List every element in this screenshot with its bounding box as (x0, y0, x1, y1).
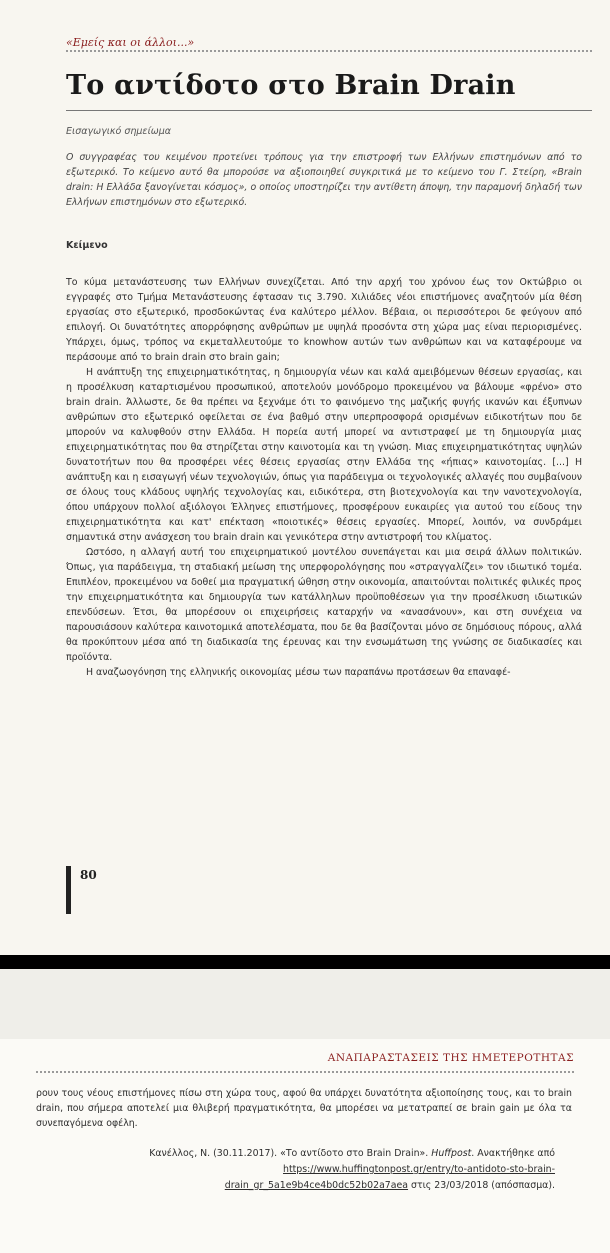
intro-heading: Εισαγωγικό σημείωμα (66, 126, 172, 137)
paragraph: Η ανάπτυξη της επιχειρηματικότητας, η δημιουργία νέων και καλά αμειβόμενων θέσεων εργασίας, και η προσέλκυση καταρτισμένου προσωπικού, αποτελούν μονόδρομο προκειμένου να βάλουμε «φρένο» στο brain drain. Άλλωστε, δε θα πρέπει να ξεχνάμε ότι το φαινόμενο της μαζικής φυγής ικανών και έξυπνων ανθρώπων στο εξωτερικό οφείλεται σε ένα βαθμό στην υπερπροσφορά ορισμένων ειδικοτήτων που δε μπορούν να καλυφθούν στην Ελλάδα. Η πορεία αυτή μπορεί να αντιστραφεί με τη δημιουργία μιας επιχειρηματικότητας που θα στηρίζεται στην καινοτομία και τη γνώση. Μιας επιχειρηματικότητας υψηλών δυνατοτήτων που θα προσφέρει νέες θέσεις εργασίας στην Ελλάδα της «ήπιας» καινοτομίας. [...] Η ανάπτυξη και η εισαγωγή νέων τεχνολογιών, όπως για παράδειγμα οι τεχνολογικές αλλαγές που συμβαίνουν σε όλους τους κλάδους υψηλής τεχνολογίας και, ειδικότερα, στη βιοτεχνολογία και την νανοτεχνολογία, όπου υπάρχουν πολλοί αξιόλογοι Έλληνες επιστήμονες, προσφέρουν ευκαιρίες για αυτού του είδους την επιχειρηματικότητα και κατ' επέκταση «ποιοτικές» θέσεις εργασίες. Μπορεί, λοιπόν, να συνδράμει σημαντικά στην ανάσχεση του brain drain και γενικότερα στην αντιστροφή του κλίματος. (66, 367, 582, 543)
dotted-rule (36, 1071, 574, 1073)
intro-text: Ο συγγραφέας του κειμένου προτείνει τρόπους για την επιστροφή των Ελλήνων επιστημόνων από το εξωτερικό. Το κείμενο αυτό θα μπορούσε να αξιοποιηθεί συγκριτικά με το κείμενο του Γ. Στείρη, «Brain drain: Η Ελλάδα ξανογίνεται κόσμος», ο οποίος υποστηρίζει την αντίθετη άποψη, την παραμονή δηλαδή των Ελλήνων επιστημόνων στο εξωτερικό. (66, 152, 582, 208)
citation-link[interactable]: https://www.huffingtonpost.gr/entry/to-antidoto-sto-brain-drain_gr_5a1e9b4ce4b0dc52b02a7aea (224, 1164, 555, 1191)
citation-retrieved: . Ανακτήθηκε από (471, 1148, 555, 1159)
running-head: ΑΝΑΠΑΡΑΣΤΑΣΕΙΣ ΤΗΣ ΗΜΕΤΕΡΟΤΗΤΑΣ (327, 1052, 574, 1064)
citation-source: Huffpost (431, 1148, 472, 1159)
page-number-bar (66, 866, 71, 914)
page-separator (0, 955, 610, 969)
page-gap (0, 969, 610, 1039)
page-title: Το αντίδοτο στο Brain Drain (66, 70, 516, 101)
section-label: «Εμείς και οι άλλοι...» (66, 36, 195, 49)
text-heading: Κείμενο (66, 240, 108, 251)
body-text (66, 275, 582, 680)
citation (100, 1146, 555, 1194)
page-number: 80 (80, 868, 97, 882)
paragraph: Ωστόσο, η αλλαγή αυτή του επιχειρηματικού μοντέλου συνεπάγεται και μια σειρά άλλων πολιτικών. Όπως, για παράδειγμα, τη σταδιακή μείωση της υπερφορολόγησης που «στραγγαλίζει» τον ιδιωτικό τομέα. Επιπλέον, προκειμένου να δοθεί μια πραγματική ώθηση στην οικονομία, απαιτούνται πολιτικές φιλικές προς την επιχειρηματικότητα και δημιουργία των κατάλληλων προϋποθέσεων για την προσέλκυση ιδιωτικών επενδύσεων. Έτσι, θα μπορέσουν οι επιχειρήσεις καταρχήν να «ανασάνουν», και στη συνέχεια να παρουσιάσουν καλύτερα καινοτομικά αποτελέσματα, που δε θα βασίζονται μόνο σε δημόσιους πόρους, αλλά θα προκύπτουν μέσα από τη διαδικασία της έρευνας και την ενσωμάτωση της γνώσης σε διαδικασίες και προϊόντα. (66, 547, 582, 663)
citation-date: στις 23/03/2018 (απόσπασμα). (411, 1180, 555, 1191)
continued-text: ρουν τους νέους επιστήμονες πίσω στη χώρα τους, αφού θα υπάρχει δυνατότητα αξιοποίησης τους, και το brain drain, που σήμερα αποτελεί μια θλιβερή πραγματικότητα, θα μπορέσει να μετατραπεί σε brain gain με όλα τα συνεπαγόμενα οφέλη. (36, 1088, 572, 1129)
citation-prefix: Κανέλλος, Ν. (30.11.2017). «Το αντίδοτο στο Brain Drain». (149, 1148, 429, 1159)
title-divider (66, 110, 592, 111)
paragraph: Το κύμα μετανάστευσης των Ελλήνων συνεχίζεται. Από την αρχή του χρόνου έως τον Οκτώβριο οι εγγραφές στο Τμήμα Μετανάστευσης έφτασαν τις 3.790. Χιλιάδες νέοι επιστήμονες αναζητούν μία θέση εργασίας στο εξωτερικό, προσδοκώντας ένα καλύτερο μέλλον. Βέβαια, οι περισσότεροι δε φεύγουν από επιλογή. Οι δυνατότητες απορρόφησης ανθρώπων με υψηλά προσόντα στη χώρα μας είναι περιορισμένες. Υπάρχει, όμως, τρόπος να εκμεταλλευτούμε το knowhow αυτών των ανθρώπων και να καταφέρουμε να περάσουμε από το brain drain στο brain gain; (66, 277, 582, 363)
dotted-rule (66, 50, 592, 52)
paragraph: Η αναζωογόνηση της ελληνικής οικονομίας μέσω των παραπάνω προτάσεων θα επαναφέ- (86, 667, 511, 678)
